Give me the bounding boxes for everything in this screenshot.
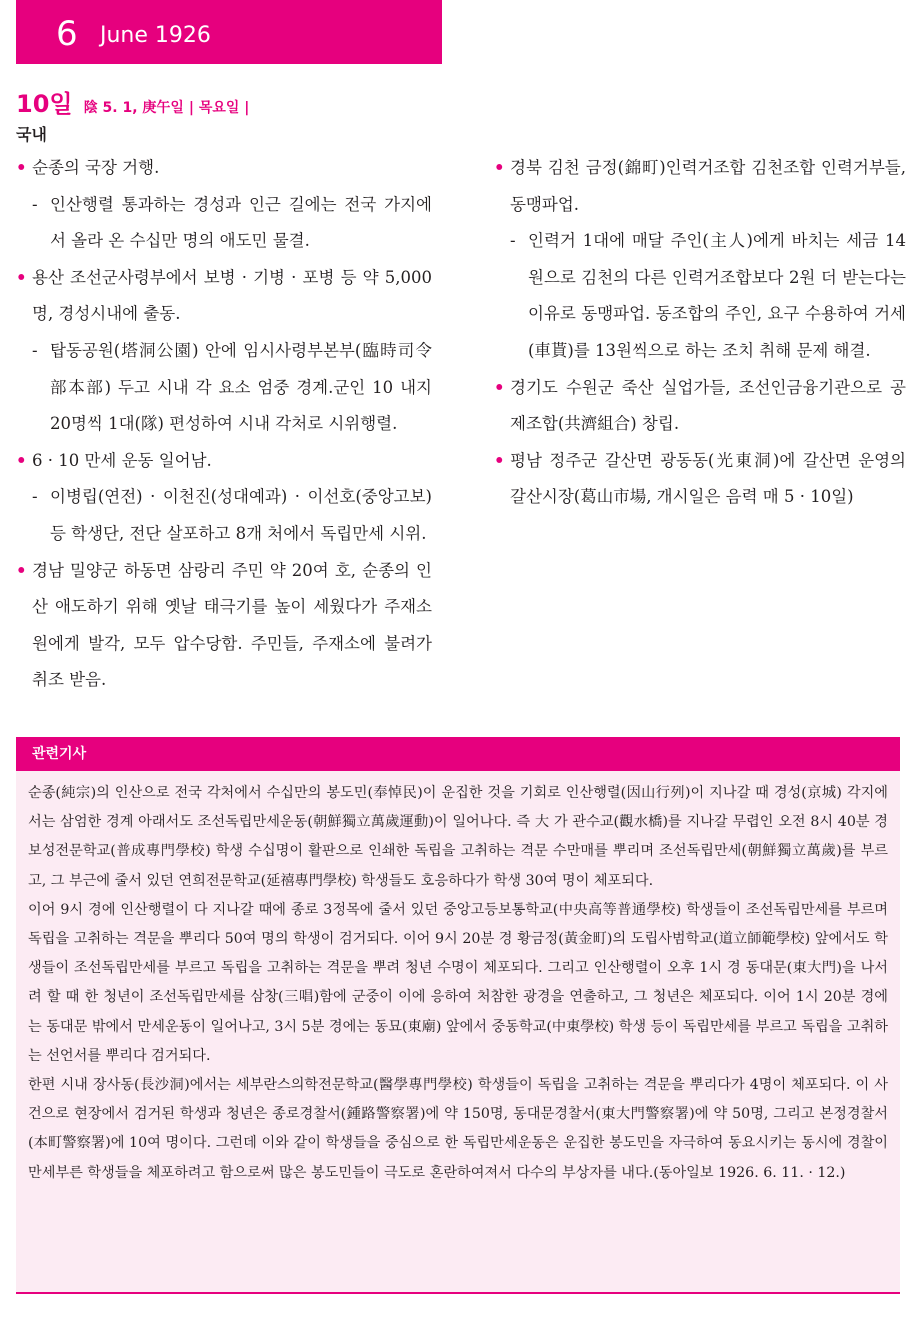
related-article-title: 관련기사 (16, 737, 900, 771)
chapter-month: June 1926 (100, 23, 211, 48)
chapter-header-bar (16, 0, 442, 64)
related-article-box (16, 737, 900, 1294)
event-detail: - 탑동공원(塔洞公園) 안에 임시사령부본부(臨時司令部本部) 두고 시내 각 요소 엄중 경계.군인 10 내지 20명씩 1대(隊) 편성하여 시내 각처로 시위행렬. (16, 333, 432, 443)
event-detail: - 인력거 1대에 매달 주인(主人)에게 바치는 세금 14원으로 김천의 다른 인력거조합보다 2원 더 받는다는 이유로 동맹파업. 동조합의 주인, 요구 수용하여 거세(車貰)를 13원씩으로 하는 조치 취해 문제 해결. (494, 223, 906, 369)
event-item: • 6 · 10 만세 운동 일어남. (16, 443, 432, 480)
event-detail: - 인산행렬 통과하는 경성과 인근 길에는 전국 가지에서 올라 온 수십만 명의 애도민 물결. (16, 187, 432, 260)
date-day: 10일 (16, 90, 73, 118)
related-article-paragraph: 한편 시내 장사동(長沙洞)에서는 세부란스의학전문학교(醫學專門學校) 학생들이 독립을 고취하는 격문을 뿌리다가 4명이 체포되다. 이 사건으로 현장에서 검거된 학생과 청년은 종로경찰서(鍾路警察署)에 약 150명, 동대문경찰서(東大門警察署)에 약 50명, 그리고 본정경찰서(本町警察署)에 10여 명이다. 그런데 이와 같이 학생들을 중심으로 한 독립만세운동은 운집한 봉도민을 자극하여 동요시키는 동시에 경찰이 만세부른 학생들을 체포하려고 함으로써 많은 봉도민들이 극도로 혼란하여져서 다수의 부상자를 내다.(동아일보 1926. 6. 11. · 12.) (28, 1077, 888, 1181)
event-item: • 용산 조선군사령부에서 보병 · 기병 · 포병 등 약 5,000명, 경성시내에 출동. (16, 260, 432, 333)
date-info: 陰 5. 1, 庚午일 | 목요일 | (83, 100, 250, 116)
related-article-paragraph: 이어 9시 경에 인산행렬이 다 지나갈 때에 종로 3정목에 줄서 있던 중앙고등보통학교(中央高等普通學校) 학생들이 조선독립만세를 부르며 독립을 고취하는 격문을 뿌리다 50여 명의 학생이 검거되다. 이어 9시 20분 경 황금정(黃金町)의 도립사범학교(道立師範學校) 앞에서도 학생들이 조선독립만세를 부르고 독립을 고취하는 격문을 뿌려 청년 수명이 체포되다. 그리고 인산행렬이 오후 1시 경 동대문(東大門)을 나서려 할 때 한 청년이 조선독립만세를 삼창(三唱)함에 군중이 이에 응하여 처참한 광경을 연출하고, 그 청년은 체포되다. 이어 1시 20분 경에는 동대문 밖에서 만세운동이 일어나고, 3시 5분 경에는 동묘(東廟) 앞에서 중동학교(中東學校) 학생 등이 독립만세를 부르고 독립을 고취하는 선언서를 뿌리다 검거되다. (28, 901, 888, 1064)
dateline (16, 84, 249, 119)
event-item: • 경기도 수원군 죽산 실업가들, 조선인금융기관으로 공제조합(共濟組合) 창립. (494, 370, 906, 443)
chapter-number: 6 (56, 14, 78, 54)
section-label: 국내 (16, 125, 47, 144)
event-item: • 순종의 국장 거행. (16, 150, 432, 187)
event-item: • 경남 밀양군 하동면 삼랑리 주민 약 20여 호, 순종의 인산 애도하기 위해 옛날 태극기를 높이 세웠다가 주재소원에게 발각, 모두 압수당함. 주민들, 주재소에 불려가 취조 받음. (16, 553, 432, 699)
related-article-paragraph: 순종(純宗)의 인산으로 전국 각처에서 수십만의 봉도민(奉悼民)이 운집한 것을 기회로 인산행렬(因山行列)이 지나갈 때 경성(京城) 각지에서는 삼엄한 경계 아래서도 조선독립만세운동(朝鮮獨立萬歲運動)이 일어나다. 즉 大 가 관수교(觀水橋)를 지나갈 무렵인 오전 8시 40분 경 보성전문학교(普成專門學校) 학생 수십명이 활판으로 인쇄한 독립을 고취하는 격문 수만매를 뿌리며 조선독립만세(朝鮮獨立萬歲)를 부르고, 그 부근에 줄서 있던 연희전문학교(延禧專門學校) 학생들도 호응하다가 학생 30여 명이 체포되다. (28, 785, 888, 889)
event-item: • 경북 김천 금정(錦町)인력거조합 김천조합 인력거부들, 동맹파업. (494, 150, 906, 223)
event-item: • 평남 정주군 갈산면 광동동(光東洞)에 갈산면 운영의 갈산시장(葛山市場, 개시일은 음력 매 5 · 10일) (494, 443, 906, 516)
related-article-body (16, 771, 900, 1188)
left-column (16, 150, 432, 699)
event-detail: - 이병립(연전) · 이천진(성대예과) · 이선호(중앙고보) 등 학생단, 전단 살포하고 8개 처에서 독립만세 시위. (16, 479, 432, 552)
right-column (494, 150, 906, 516)
